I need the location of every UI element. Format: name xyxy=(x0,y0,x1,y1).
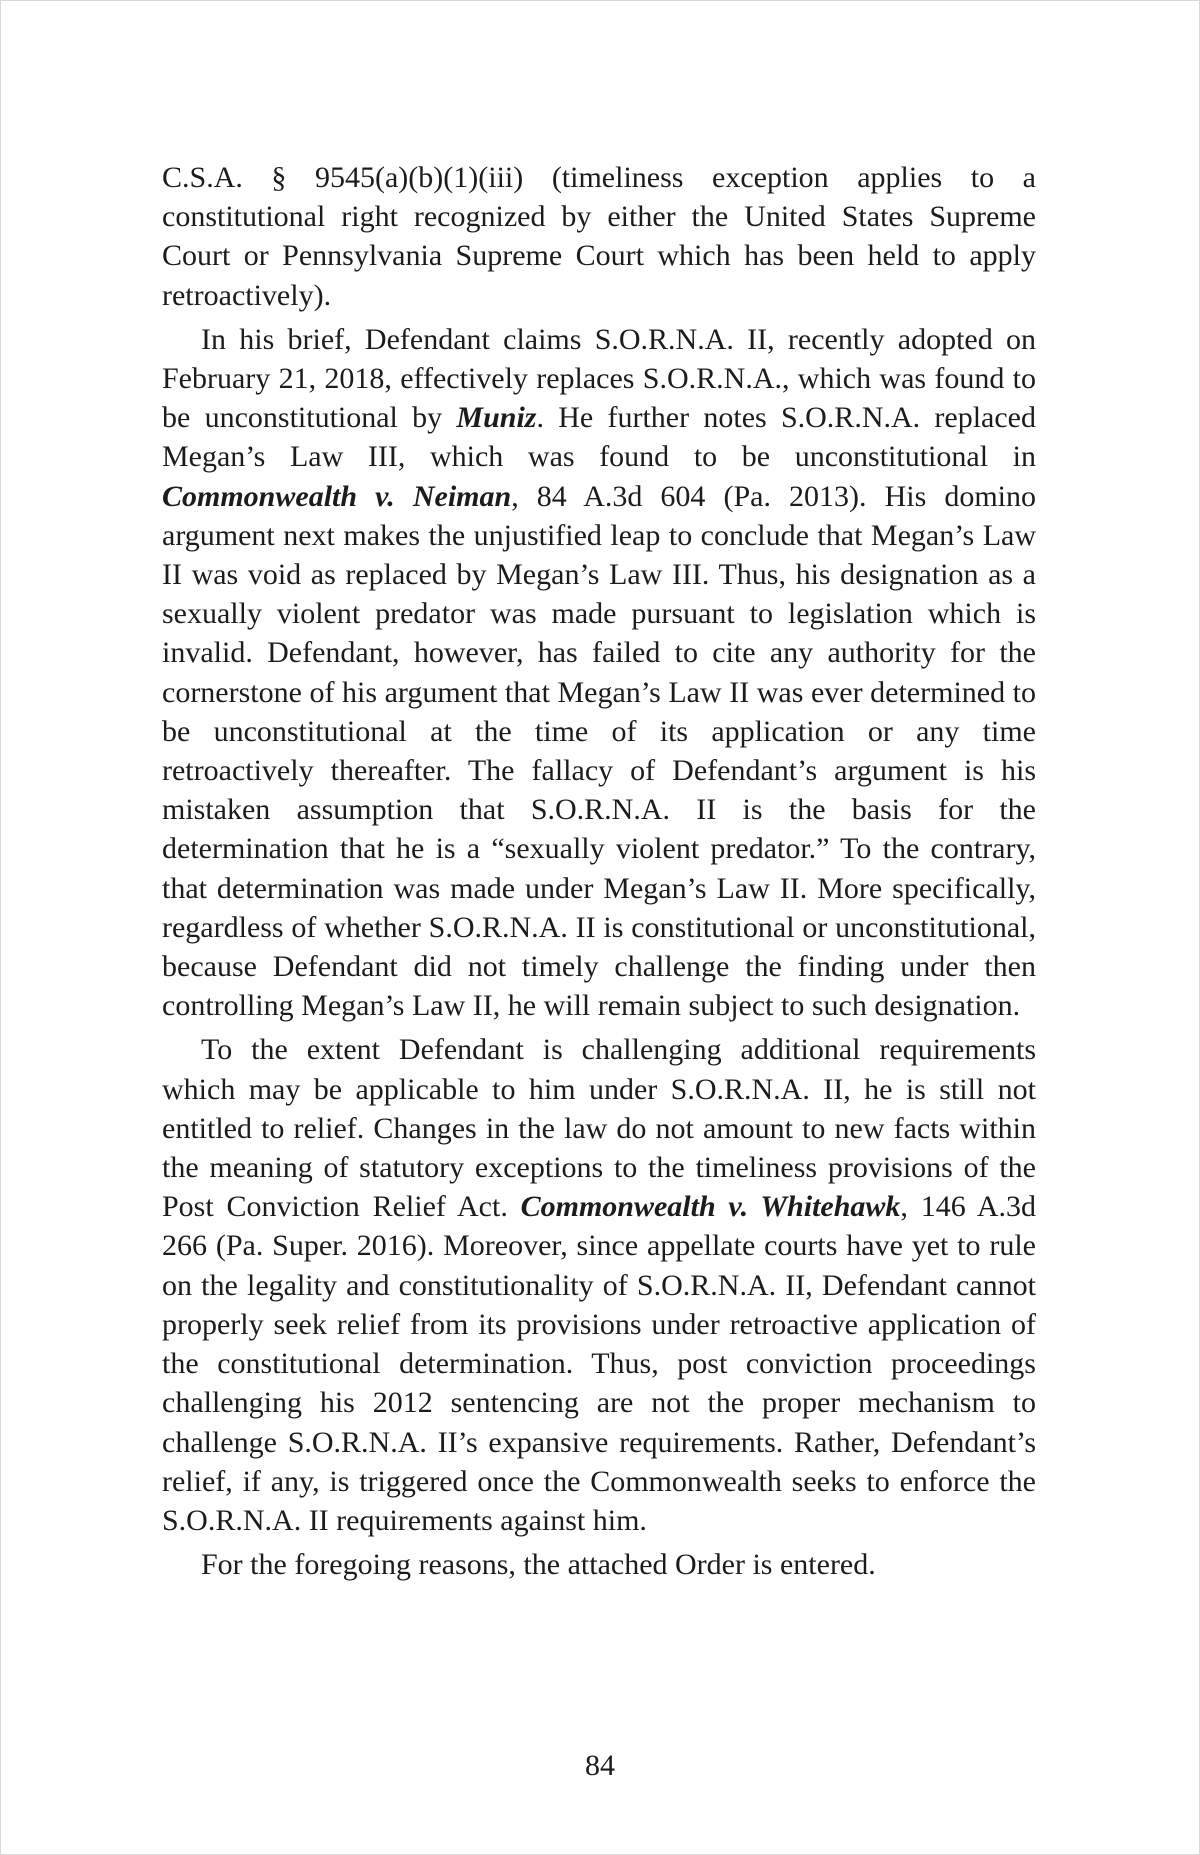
paragraph-4: For the foregoing reasons, the attached Order is entered. xyxy=(201,1548,876,1582)
case-citation-whitehawk: Commonwealth v. Whitehawk xyxy=(520,1190,901,1224)
case-citation-neiman: Commonwealth v. Neiman xyxy=(162,479,512,513)
paragraph-2 xyxy=(162,320,1036,1026)
page-number: 84 xyxy=(585,1749,615,1782)
paragraph-3 xyxy=(162,1030,1036,1540)
paragraph-3-text-1: To the extent Defendant is challenging additional requirements which may be applicable to him under S.O.R.N.A. II, he is still not entitled to relief. Changes in the law do not amount to new facts within the meaning of statutory exceptions to the timeliness provisions of the Post Conviction Relief Act. xyxy=(162,1033,1036,1224)
case-citation-muniz: Muniz xyxy=(456,401,537,435)
paragraph-3-text-2: , 146 A.3d 266 (Pa. Super. 2016). Moreover, since appellate courts have yet to rule on the legality and constitutionality of S.O.R.N.A. II, Defendant cannot properly seek relief from its provisions under retroactive application of the constitutional determination. Thus, post conviction proceedings challenging his 2012 sentencing are not the proper mechanism to challenge S.O.R.N.A. II’s expansive requirements. Rather, Defendant’s relief, if any, is triggered once the Commonwealth seeks to enforce the S.O.R.N.A. II requirements against him. xyxy=(162,1190,1036,1537)
paragraph-1: C.S.A. § 9545(a)(b)(1)(iii) (timeliness exception applies to a constitutional right recognized by either the United States Supreme Court or Pennsylvania Supreme Court which has been held to apply retroactively). xyxy=(162,161,1036,312)
paragraph-2-text-2: . He further notes S.O.R.N.A. replaced Megan’s Law III, which was found to be unconstitutional in xyxy=(162,401,1036,474)
paragraph-2-text-1: In his brief, Defendant claims S.O.R.N.A. II, recently adopted on February 21, 2018, effectively replaces S.O.R.N.A., which was found to be unconstitutional by xyxy=(162,322,1036,435)
paragraph-2-text-3: , 84 A.3d 604 (Pa. 2013). His domino argument next makes the unjustified leap to conclude that Megan’s Law II was void as replaced by Megan’s Law III. Thus, his designation as a sexually violent predator was made pursuant to legislation which is invalid. Defendant, however, has failed to cite any authority for the cornerstone of his argument that Megan’s Law II was ever determined to be unconstitutional at the time of its application or any time retroactively thereafter. The fallacy of Defendant’s argument is his mistaken assumption that S.O.R.N.A. II is the basis for the determination that he is a “sexually violent predator.” To the contrary, that determination was made under Megan’s Law II. More specifically, regardless of whether S.O.R.N.A. II is constitutional or unconstitutional, because Defendant did not timely challenge the finding under then controlling Megan’s Law II, he will remain subject to such designation. xyxy=(162,479,1036,1023)
document-body xyxy=(162,158,1036,1589)
